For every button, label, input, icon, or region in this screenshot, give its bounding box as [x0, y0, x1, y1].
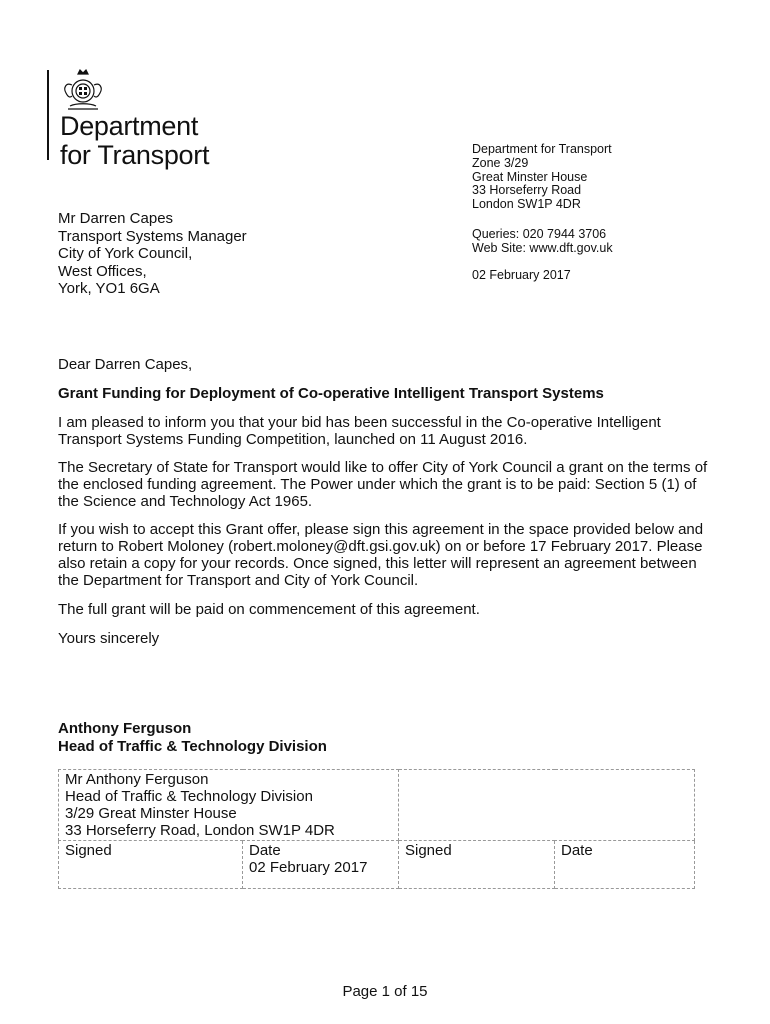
signed-label: Signed — [65, 842, 112, 859]
sender-address — [472, 143, 612, 212]
website: Web Site: www.dft.gov.uk — [472, 240, 613, 255]
royal-crest-icon — [58, 68, 108, 112]
signatory-title: Head of Traffic & Technology Division — [58, 738, 327, 755]
sender-address-line: London SW1P 4DR — [472, 197, 581, 212]
details-line: 33 Horseferry Road, London SW1P 4DR — [65, 822, 335, 839]
signed-cell-left — [59, 841, 243, 889]
recipient-line: York, YO1 6GA — [58, 280, 160, 297]
logo-rule — [47, 70, 49, 160]
details-line: Mr Anthony Ferguson — [65, 771, 209, 788]
sender-address-line: Great Minster House — [472, 169, 588, 184]
recipient-details-cell — [399, 770, 695, 841]
signed-cell-right — [399, 841, 555, 889]
date-value: 02 February 2017 — [249, 859, 368, 876]
signature-table — [58, 769, 695, 889]
department-logo-text — [60, 112, 209, 170]
recipient-line: Mr Darren Capes — [58, 210, 174, 227]
recipient-address — [58, 210, 247, 298]
details-line: Head of Traffic & Technology Division — [65, 788, 313, 805]
date-cell-left — [243, 841, 399, 889]
sender-address-line: 33 Horseferry Road — [472, 183, 582, 198]
letter-date: 02 February 2017 — [472, 268, 571, 282]
signed-label: Signed — [405, 842, 452, 859]
closing: Yours sincerely — [58, 630, 160, 647]
salutation: Dear Darren Capes, — [58, 356, 193, 373]
signatory-details-cell — [59, 770, 399, 841]
paragraph-2: The Secretary of State for Transport would like to offer City of York Council a grant on the terms of the enclosed funding agreement. The Power under which the grant is to be paid: Section 5 (1) of the Science and Technology Act 1965. — [58, 459, 708, 510]
letter-subject: Grant Funding for Deployment of Co-operative Intelligent Transport Systems — [58, 385, 604, 402]
contact-info — [472, 228, 613, 256]
recipient-line: Transport Systems Manager — [58, 227, 247, 245]
recipient-line: City of York Council, — [58, 245, 193, 262]
page-number: Page 1 of 15 — [342, 983, 428, 1000]
queries-phone: Queries: 020 7944 3706 — [472, 227, 607, 241]
paragraph-1: I am pleased to inform you that your bid has been successful in the Co-operative Intelligent Transport Systems Funding Competition, launched on 11 August 2016. — [58, 414, 661, 448]
signatory-name: Anthony Ferguson — [58, 720, 192, 737]
paragraph-4: The full grant will be paid on commencement of this agreement. — [58, 601, 480, 618]
paragraph-3: If you wish to accept this Grant offer, please sign this agreement in the space provided below and return to Robert Moloney (robert.moloney@dft.gsi.gov.uk) on or before 17 February 2017. Please also retain a copy for your records. Once signed, this letter will represent an agreement between the Department for Transport and City of York Council. — [58, 521, 704, 589]
details-line: 3/29 Great Minster House — [65, 805, 237, 822]
logo-line-2: for Transport — [60, 140, 210, 170]
logo-line-1: Department — [60, 111, 199, 141]
date-label: Date — [561, 842, 593, 859]
sender-address-line: Department for Transport — [472, 142, 612, 156]
date-label: Date — [249, 842, 281, 859]
sender-address-line: Zone 3/29 — [472, 155, 529, 170]
recipient-line: West Offices, — [58, 262, 147, 280]
date-cell-right — [555, 841, 695, 889]
